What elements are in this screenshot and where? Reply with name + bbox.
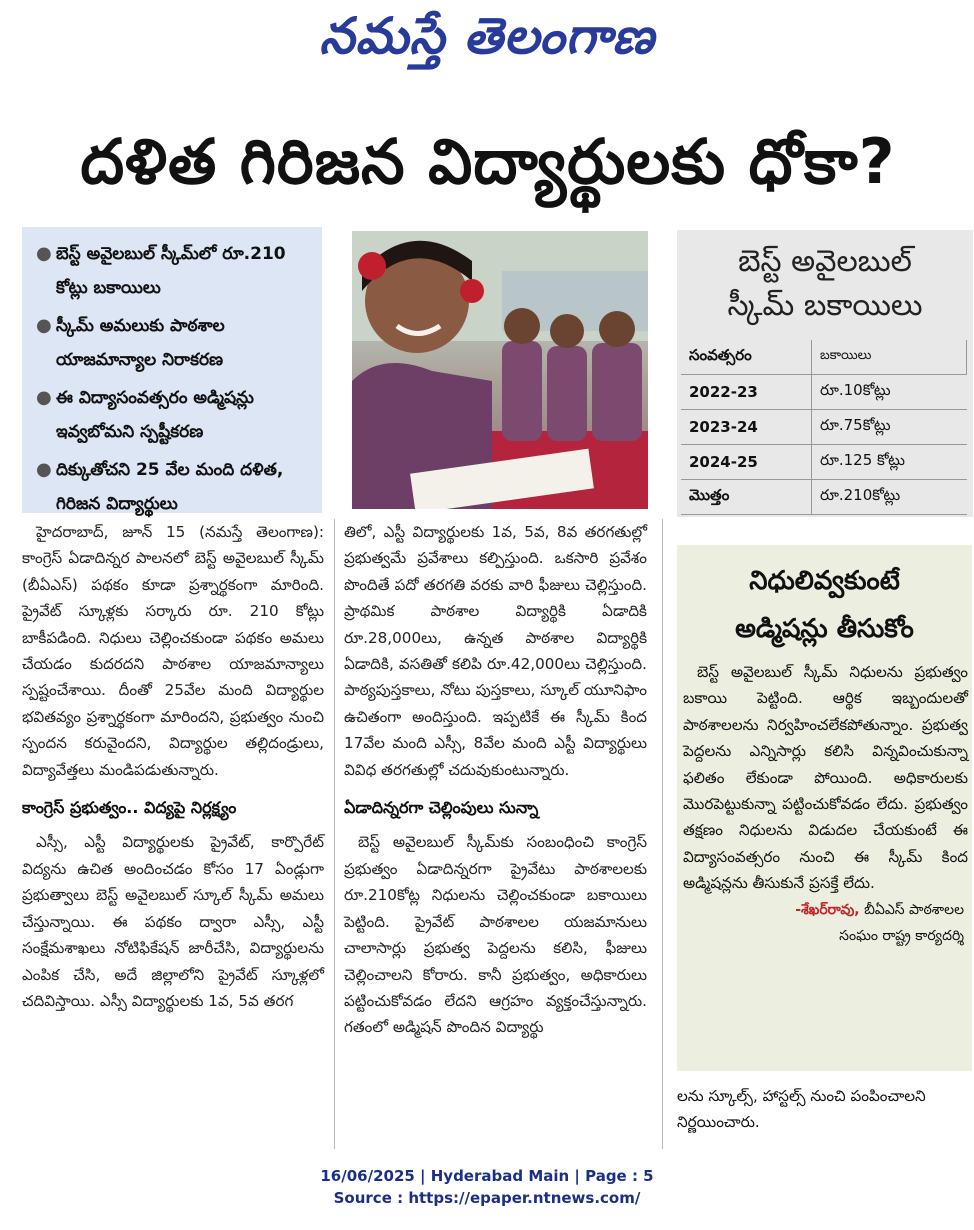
table-row <box>681 445 967 480</box>
column-divider <box>334 519 335 1149</box>
article-column-middle <box>344 519 647 1041</box>
table-header-row <box>681 340 967 375</box>
header-year: సంవత్సరం <box>681 340 811 375</box>
students-photo <box>352 231 648 509</box>
highlight-item: ● దిక్కుతోచని 25 వేల మంది దళిత, గిరిజన విద్యార్థులు <box>34 453 314 521</box>
table-total-row <box>681 480 967 515</box>
row-year: 2024-25 <box>681 445 811 480</box>
row-amount: రూ.10కోట్లు <box>811 375 966 410</box>
footer-date-edition: 16/06/2025 | Hyderabad Main | Page : 5 <box>320 1167 654 1185</box>
article-paragraph: హైదరాబాద్, జూన్ 15 (నమస్తే తెలంగాణ): కాంగ్రెస్ ఏడాదిన్నర పాలనలో బెస్ట్ అవైలబుల్ స్కీమ్ (బీఏఎస్) పథకం కూడా ప్రశ్నార్థకంగా మారింది. ప్రైవేట్ స్కూళ్లకు సర్కారు రూ. 210 కోట్లు బాకీపడింది. నిధులు చెల్లించకుండా పథకం అమలు చేయడం కుదరదని పాఠశాల యాజమాన్యాలు స్పష్టంచేశాయి. దీంతో 25వేల మంది విద్యార్థుల భవితవ్యం ప్రశ్నార్థకంగా మారిందని, ప్రభుత్వం నుంచి స్పందన కరువైందని, విద్యార్థుల తల్లిదండ్రులు, విద్యావేత్తలు మండిపడుతున్నారు. <box>22 523 324 779</box>
bullet-icon: ● <box>36 459 52 480</box>
dues-table-title: బెస్ట్ అవైలబుల్ స్కీమ్ బకాయిలు <box>727 244 923 323</box>
table-row <box>681 410 967 445</box>
article-subhead: ఏడాదిన్నరగా చెల్లింపులు సున్నా <box>344 798 539 818</box>
row-amount: రూ.125 కోట్లు <box>811 445 966 480</box>
masthead-title: నమస్తే తెలంగాణ <box>319 6 655 65</box>
dues-table-box <box>677 230 973 517</box>
article-continuation: లను స్కూల్స్, హాస్టల్స్ నుంచి పంపించాలని నిర్ణయించారు. <box>677 1087 926 1132</box>
sidebar-paragraph: బెస్ట్ అవైలబుల్ స్కీమ్ నిధులను ప్రభుత్వం బకాయి పెట్టింది. ఆర్థిక ఇబ్బందులతో పాఠశాలలను నిర్వహించలేకపోతున్నాం. ప్రభుత్వ పెద్దలను ఎన్నిసార్లు కలిసి విన్నవించుకున్నా ఫలితం లేకుండా పోయింది. అధికారులకు మొరపెట్టుకున్నా పట్టించుకోవడం లేదు. ప్రభుత్వం తక్షణం నిధులను విడుదల చేయకుంటే ఈ విద్యాసంవత్సరం నుంచి ఈ స్కీమ్ కింద అడ్మిషన్లను తీసుకునే ప్రసక్తే లేదు. <box>683 663 968 893</box>
row-year: 2022-23 <box>681 375 811 410</box>
dues-table <box>681 340 967 515</box>
newspaper-masthead <box>0 0 974 75</box>
quote-sidebar <box>677 545 972 1071</box>
highlights-box <box>22 227 322 513</box>
article-column-left <box>22 519 324 1014</box>
highlight-item: ● బెస్ట్ అవైలబుల్ స్కీమ్‌లో రూ.210 కోట్లు బకాయిలు <box>34 237 314 305</box>
bullet-icon: ● <box>36 387 52 408</box>
students-photo-illustration <box>352 231 648 509</box>
bullet-icon: ● <box>36 243 52 264</box>
article-paragraph: ఎస్సీ, ఎస్టీ విద్యార్థులకు ప్రైవేట్, కార్పొరేట్ విద్యను ఉచిత అందించడం కోసం 17 ఏండ్లుగా ప్రభుత్వాలు బెస్ట్ అవైలబుల్ స్కూల్ స్కీమ్ అమలు చేస్తున్నాయి. ఈ పథకం ద్వారా ఎస్సీ, ఎస్టీ సంక్షేమశాఖలు నోటిఫికేషన్ జారీచేసి, విద్యార్థులను ఎంపిక చేసి, అదే జిల్లాలోని ప్రైవేట్ స్కూళ్లలో చదివిస్తాయి. ఎస్సీ విద్యార్థులకు 1వ, 5వ తరగ <box>22 833 324 1010</box>
row-year: 2023-24 <box>681 410 811 445</box>
signature-title: సంఘం రాష్ట్ర కార్యదర్శి <box>839 927 964 944</box>
sidebar-signature <box>677 897 972 949</box>
bullet-icon: ● <box>36 315 52 336</box>
highlight-item: ● స్కీమ్ అమలుకు పాఠశాల యాజమాన్యాల నిరాకరణ <box>34 309 314 377</box>
article-subhead: కాంగ్రెస్ ప్రభుత్వం.. విద్యపై నిర్లక్ష్యం <box>22 798 237 818</box>
row-amount: రూ.75కోట్లు <box>811 410 966 445</box>
column-divider <box>662 519 663 1149</box>
signature-title: బీఏఎస్ పాఠశాలల <box>864 901 964 918</box>
total-amount: రూ.210కోట్లు <box>811 480 966 515</box>
sidebar-body <box>677 653 972 897</box>
sidebar-headline: నిధులివ్వకుంటే అడ్మిషన్లు తీసుకోం <box>735 566 914 644</box>
article-paragraph: తిలో, ఎస్టీ విద్యార్థులకు 1వ, 5వ, 8వ తరగతుల్లో ప్రభుత్వమే ప్రవేశాలు కల్పిస్తుంది. ఒకసారి ప్రవేశం పొందితే పదో తరగతి వరకు వారి ఫీజులు చెల్లిస్తుంది. ప్రాథమిక పాఠశాల విద్యార్థికి ఏడాదికి రూ.28,000లు, ఉన్నత పాఠశాల విద్యార్థికి ఏడాదికి, వసతితో కలిపి రూ.42,000లు చెల్లిస్తుంది. పాఠ్యపుస్తకాలు, నోటు పుస్తకాలు, స్కూల్ యూనిఫాం ఉచితంగా అందిస్తుంది. ఇప్పటికే ఈ స్కీమ్ కింద 17వేల మంది ఎస్సీ, 8వేల మంది ఎస్టీ విద్యార్థులు వివిధ తరగతుల్లో చదువుకుంటున్నారు. <box>344 523 647 779</box>
article-paragraph: బెస్ట్ అవైలబుల్ స్కీమ్‌కు సంబంధించి కాంగ్రెస్ ప్రభుత్వం ఏడాదిన్నరగా ప్రైవేటు పాఠశాలలకు రూ.210కోట్ల నిధులను చెల్లించకుండా బకాయిలు పెట్టింది. ప్రైవేట్ పాఠశాలల యజమానులు చాలాసార్లు ప్రభుత్వ పెద్దలను కలిసి, ఫీజులు చెల్లించాలని కోరారు. కానీ ప్రభుత్వం, అధికారులు పట్టించుకోవడం లేదని ఆగ్రహం వ్యక్తంచేస్తున్నారు. గతంలో అడ్మిషన్ పొందిన విద్యార్థు <box>344 833 647 1037</box>
article-headline: దళిత గిరిజన విద్యార్థులకు ధోకా? <box>80 125 896 198</box>
signature-name: -శేఖర్‌రావు, <box>795 901 860 918</box>
table-row <box>681 375 967 410</box>
page-footer <box>0 1165 974 1209</box>
total-label: మొత్తం <box>681 480 811 515</box>
highlight-item: ● ఈ విద్యాసంవత్సరం అడ్మిషన్లు ఇవ్వబోమని స్పష్టీకరణ <box>34 381 314 449</box>
footer-source: Source : https://epaper.ntnews.com/ <box>333 1189 641 1207</box>
header-dues: బకాయిలు <box>811 340 966 375</box>
